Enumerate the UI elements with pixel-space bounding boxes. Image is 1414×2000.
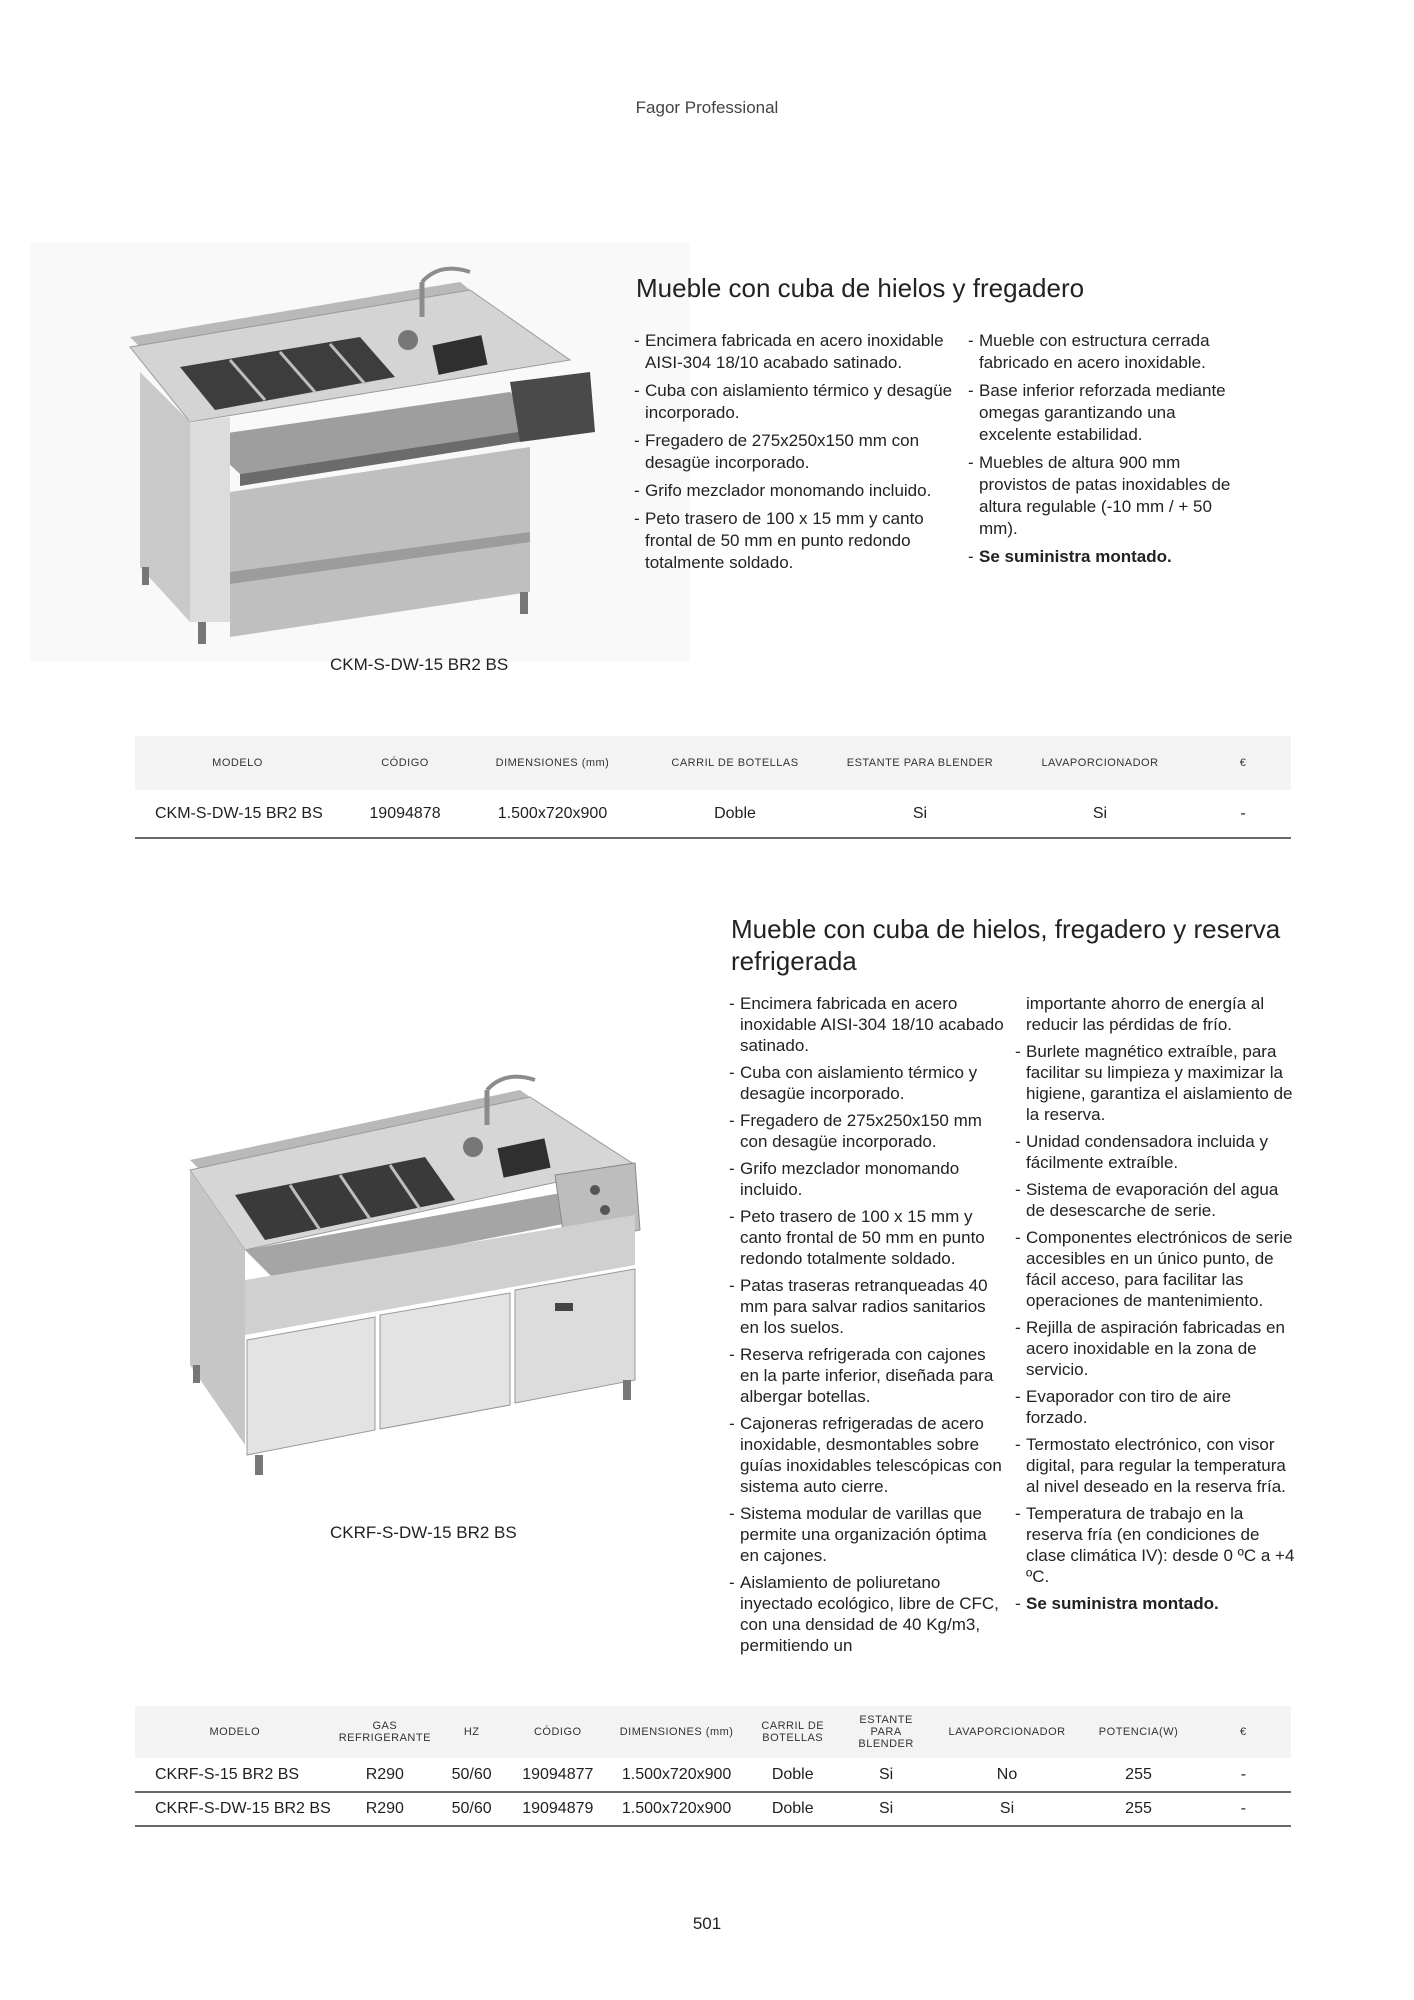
cell-lavaporcionador: Si (933, 1792, 1082, 1826)
col-carril: CARRIL DE BOTELLAS (635, 736, 835, 790)
cell-codigo: 19094877 (508, 1758, 607, 1792)
feature-item: - Cajoneras refrigeradas de acero inoxidable, desmontables sobre guías inoxidables telescópicas con sistema auto cierre. (729, 1413, 1004, 1497)
feature-item: - Fregadero de 275x250x150 mm con desagüe incorporado. (729, 1110, 1004, 1152)
feature-item: - Muebles de altura 900 mm provistos de patas inoxidables de altura regulable (-10 mm / + 50 mm). (968, 452, 1238, 540)
product1-title: Mueble con cuba de hielos y fregadero (636, 273, 1085, 303)
cell-precio: - (1195, 790, 1291, 838)
table-row (135, 1758, 1291, 1792)
cell-gas: R290 (335, 1758, 435, 1792)
feature-item: - Unidad condensadora incluida y fácilmente extraíble. (1015, 1131, 1295, 1173)
product2-title: Mueble con cuba de hielos, fregadero y reserva refrigerada (731, 914, 1281, 976)
feature-item: - Reserva refrigerada con cajones en la parte inferior, diseñada para albergar botellas. (729, 1344, 1004, 1407)
feature-item: - Sistema modular de varillas que permite una organización óptima en cajones. (729, 1503, 1004, 1566)
feature-item: - Peto trasero de 100 x 15 mm y canto frontal de 50 mm en punto redondo totalmente soldado. (634, 508, 954, 574)
product1-spec-table (135, 736, 1291, 839)
supplied-assembled-note: Se suministra montado. (979, 547, 1172, 566)
cell-precio: - (1196, 1792, 1291, 1826)
cell-lavaporcionador: Si (1005, 790, 1195, 838)
cell-modelo: CKRF-S-15 BR2 BS (135, 1758, 335, 1792)
cell-potencia: 255 (1081, 1792, 1195, 1826)
cell-precio: - (1196, 1758, 1291, 1792)
col-modelo: MODELO (135, 736, 340, 790)
feature-item: - Componentes electrónicos de serie accesibles en un único punto, de fácil acceso, para facilitar las operaciones de mantenimiento. (1015, 1227, 1295, 1311)
col-hz: HZ (435, 1706, 508, 1758)
product2-features-left (729, 993, 1004, 1662)
product1-features-right (968, 330, 1238, 574)
feature-item: - Temperatura de trabajo en la reserva fría (en condiciones de clase climática IV): desde 0 ºC a +4 ºC. (1015, 1503, 1295, 1587)
supplied-assembled-note: Se suministra montado. (1026, 1594, 1219, 1613)
product1-caption: CKM-S-DW-15 BR2 BS (330, 655, 509, 674)
col-modelo: MODELO (135, 1706, 335, 1758)
col-precio: € (1196, 1706, 1291, 1758)
cell-potencia: 255 (1081, 1758, 1195, 1792)
col-carril: CARRIL DE BOTELLAS (746, 1706, 840, 1758)
product1-image (30, 242, 690, 662)
table-row (135, 1792, 1291, 1826)
col-codigo: CÓDIGO (340, 736, 470, 790)
feature-item: - Cuba con aislamiento térmico y desagüe incorporado. (634, 380, 954, 424)
table-row (135, 790, 1291, 838)
feature-item: - Rejilla de aspiración fabricadas en acero inoxidable en la zona de servicio. (1015, 1317, 1295, 1380)
cell-estante: Si (835, 790, 1005, 838)
col-precio: € (1195, 736, 1291, 790)
product2-image (135, 1035, 705, 1515)
product2-caption: CKRF-S-DW-15 BR2 BS (330, 1523, 517, 1542)
feature-item (1015, 1593, 1295, 1614)
cell-estante: Si (839, 1758, 932, 1792)
feature-item: - Evaporador con tiro de aire forzado. (1015, 1386, 1295, 1428)
cell-dimensiones: 1.500x720x900 (607, 1792, 746, 1826)
cell-carril: Doble (746, 1792, 840, 1826)
feature-item: - Grifo mezclador monomando incluido. (729, 1158, 1004, 1200)
cell-estante: Si (839, 1792, 932, 1826)
cell-codigo: 19094878 (340, 790, 470, 838)
feature-item (968, 546, 1238, 568)
brand-header: Fagor Professional (635, 98, 779, 117)
feature-item: - Fregadero de 275x250x150 mm con desagüe incorporado. (634, 430, 954, 474)
feature-item: - Peto trasero de 100 x 15 mm y canto frontal de 50 mm en punto redondo totalmente soldado. (729, 1206, 1004, 1269)
cell-hz: 50/60 (435, 1758, 508, 1792)
feature-item: - Encimera fabricada en acero inoxidable AISI-304 18/10 acabado satinado. (729, 993, 1004, 1056)
col-dimensiones: DIMENSIONES (mm) (607, 1706, 746, 1758)
cell-modelo: CKM-S-DW-15 BR2 BS (135, 790, 340, 838)
feature-item: - Patas traseras retranqueadas 40 mm para salvar radios sanitarios en los suelos. (729, 1275, 1004, 1338)
cell-hz: 50/60 (435, 1792, 508, 1826)
product2-features-right (1015, 993, 1295, 1620)
col-potencia: POTENCIA(W) (1081, 1706, 1195, 1758)
feature-item: - Termostato electrónico, con visor digital, para regular la temperatura al nivel deseado en la reserva fría. (1015, 1434, 1295, 1497)
feature-item: - Aislamiento de poliuretano inyectado ecológico, libre de CFC, con una densidad de 40 Kg/m3, permitiendo un (729, 1572, 1004, 1656)
col-gas: GAS REFRIGERANTE (335, 1706, 435, 1758)
cell-modelo: CKRF-S-DW-15 BR2 BS (135, 1792, 335, 1826)
cell-gas: R290 (335, 1792, 435, 1826)
product2-spec-table (135, 1706, 1291, 1827)
feature-continuation: importante ahorro de energía al reducir las pérdidas de frío. (1026, 994, 1265, 1034)
cell-dimensiones: 1.500x720x900 (470, 790, 635, 838)
col-estante: ESTANTE PARA BLENDER (839, 1706, 932, 1758)
col-estante: ESTANTE PARA BLENDER (835, 736, 1005, 790)
cell-carril: Doble (746, 1758, 840, 1792)
col-lavaporcionador: LAVAPORCIONADOR (1005, 736, 1195, 790)
cell-codigo: 19094879 (508, 1792, 607, 1826)
cell-dimensiones: 1.500x720x900 (607, 1758, 746, 1792)
feature-item: - Encimera fabricada en acero inoxidable AISI-304 18/10 acabado satinado. (634, 330, 954, 374)
feature-item: - Base inferior reforzada mediante omegas garantizando una excelente estabilidad. (968, 380, 1238, 446)
page-number: 501 (692, 1914, 722, 1933)
cell-lavaporcionador: No (933, 1758, 1082, 1792)
col-lavaporcionador: LAVAPORCIONADOR (933, 1706, 1082, 1758)
feature-item: - Burlete magnético extraíble, para facilitar su limpieza y maximizar la higiene, garantiza el aislamiento de la reserva. (1015, 1041, 1295, 1125)
feature-item: - Mueble con estructura cerrada fabricado en acero inoxidable. (968, 330, 1238, 374)
product1-features-left (634, 330, 954, 580)
cell-carril: Doble (635, 790, 835, 838)
feature-item: - Grifo mezclador monomando incluido. (634, 480, 954, 502)
col-dimensiones: DIMENSIONES (mm) (470, 736, 635, 790)
feature-item: - Sistema de evaporación del agua de desescarche de serie. (1015, 1179, 1295, 1221)
feature-item: - Cuba con aislamiento térmico y desagüe incorporado. (729, 1062, 1004, 1104)
col-codigo: CÓDIGO (508, 1706, 607, 1758)
